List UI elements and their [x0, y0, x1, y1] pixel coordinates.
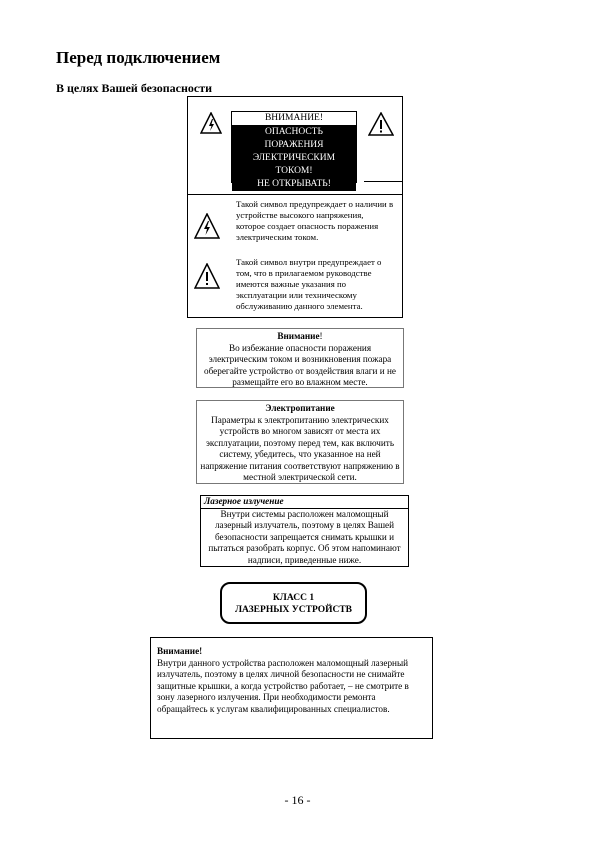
class-line: ЛАЗЕРНЫХ УСТРОЙСТВ: [234, 605, 353, 615]
laser-body: Внутри системы расположен маломощный лазерный излучатель, поэтому в целях Вашей безопасности запрещается снимать крышки и пытаться разобрать корпус. Об этом напоминают надписи, приведенные ниже.: [208, 508, 401, 565]
symbol-description: Такой символ предупреждает о наличии в устройстве высокого напряжения, которое создает опасность поражения электрическим током.: [236, 199, 394, 242]
final-warning-box: [150, 637, 433, 739]
divider: [364, 181, 402, 182]
laser-header: Лазерное излучение: [201, 496, 408, 509]
page-title: Перед подключением: [56, 48, 221, 67]
attention-header: Внимание: [277, 331, 320, 341]
warning-line: ОПАСНОСТЬ: [232, 125, 356, 139]
lightning-warning-icon: [200, 112, 222, 134]
warning-label: [231, 111, 357, 189]
warning-line: НЕ ОТКРЫВАТЬ!: [232, 178, 356, 191]
laser-class-label: [220, 582, 367, 624]
attention-header-suffix: !: [319, 331, 323, 341]
attention-box: [196, 328, 404, 388]
warning-panel: [187, 96, 403, 318]
page-number: - 16 -: [284, 793, 311, 807]
final-warning-header: Внимание!: [157, 646, 203, 656]
exclamation-warning-icon: [368, 112, 394, 136]
power-body: Параметры к электропитанию электрических устройств во многом зависят от места их эксплуатации, поэтому перед тем, как включить систему, убедитесь, что указанное на ней напряжение питания соответствуют напряжению в местной электрической сети.: [200, 414, 400, 482]
section-subtitle: В целях Вашей безопасности: [56, 81, 213, 95]
warning-line: ТОКОМ!: [232, 165, 356, 178]
warning-panel-top: [188, 97, 402, 195]
warning-line: ЭЛЕКТРИЧЕСКИМ: [232, 152, 356, 165]
warning-line: ПОРАЖЕНИЯ: [232, 139, 356, 152]
warning-line: ВНИМАНИЕ!: [232, 112, 356, 125]
power-box: [196, 400, 404, 484]
power-header: Электропитание: [265, 403, 335, 413]
class-line: КЛАСС 1: [272, 593, 315, 603]
lightning-warning-icon: [194, 213, 220, 239]
symbol-row-exclamation: [188, 257, 402, 317]
attention-body: Во избежание опасности поражения электрическим током и возникновения пожара оберегайте устройство от воздействия влаги и не размещайте его во влажном месте.: [204, 342, 396, 387]
final-warning-body: Внутри данного устройства расположен маломощный лазерный излучатель, поэтому в целях личной безопасности не снимайте защитные крышки, а когда устройство работает, – не смотрите в зону лазерного излучения. При необходимости ремонта обращайтесь к услугам квалифицированных специалистов.: [157, 657, 409, 714]
symbol-row-lightning: [188, 199, 402, 257]
laser-box: [200, 495, 409, 567]
symbol-description: Такой символ внутри предупреждает о том, что в прилагаемом руководстве имеются важные указания по эксплуатации или техническому обслуживанию данного элемента.: [236, 257, 382, 311]
exclamation-warning-icon: [194, 263, 220, 289]
